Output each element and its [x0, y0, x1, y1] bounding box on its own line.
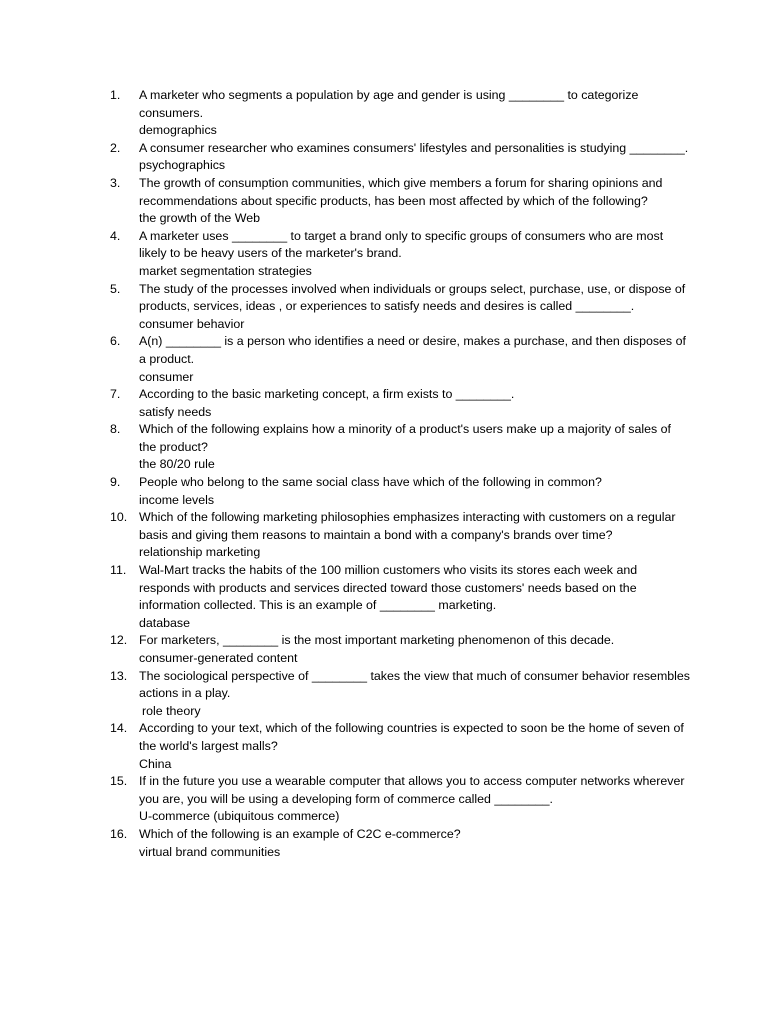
answer-text: income levels	[139, 492, 215, 507]
question-text: A(n) ________ is a person who identifies a need or desire, makes a purchase, and then disposes of a product.	[139, 334, 686, 366]
answer-text: the 80/20 rule	[139, 457, 215, 472]
answer-text: China	[139, 756, 172, 771]
question-number: 7.	[110, 387, 121, 402]
question-text: A marketer uses ________ to target a brand only to specific groups of consumers who are most likely to be heavy users of the marketer's brand.	[139, 228, 664, 261]
question-item	[110, 826, 690, 861]
question-text: The sociological perspective of ________ takes the view that much of consumer behavior resembles actions in a play.	[139, 668, 690, 701]
question-item	[110, 632, 690, 667]
question-number: 9.	[110, 475, 121, 490]
answer-text: virtual brand communities	[139, 844, 281, 859]
question-text: Which of the following marketing philosophies emphasizes interacting with customers on a regular basis and giving them reasons to maintain a bond with a company's brands over time?	[139, 510, 676, 542]
question-item	[110, 562, 690, 632]
question-number: 6.	[110, 334, 121, 349]
question-text: Which of the following is an example of C2C e-commerce?	[139, 826, 461, 841]
answer-text: role theory	[142, 703, 201, 718]
answer-text: the growth of the Web	[139, 211, 260, 226]
question-item	[110, 421, 690, 474]
answer-text: satisfy needs	[139, 404, 212, 419]
question-text: The growth of consumption communities, which give members a forum for sharing opinions and recommendations about specific products, has been most affected by which of the following?	[139, 175, 663, 208]
question-list	[110, 87, 690, 861]
question-text: A consumer researcher who examines consumers' lifestyles and personalities is studying ________.	[139, 140, 689, 155]
question-number: 8.	[110, 422, 121, 437]
question-text: According to the basic marketing concept, a firm exists to ________.	[139, 387, 515, 402]
question-item	[110, 668, 690, 721]
answer-text: consumer-generated content	[139, 651, 298, 665]
answer-text: market segmentation strategies	[139, 263, 312, 278]
question-item	[110, 281, 690, 334]
question-item	[110, 720, 690, 773]
question-text: A marketer who segments a population by age and gender is using ________ to categorize consumers.	[139, 88, 639, 120]
question-number: 16.	[110, 826, 128, 841]
question-item	[110, 228, 690, 281]
question-number: 5.	[110, 281, 121, 296]
question-number: 11.	[110, 563, 127, 578]
question-item	[110, 474, 690, 509]
question-item	[110, 175, 690, 228]
question-number: 3.	[110, 175, 121, 190]
question-text: Wal-Mart tracks the habits of the 100 million customers who visits its stores each week and responds with products and services directed toward those customers' needs based on the information collected. This is an example of ________ marketing.	[139, 563, 638, 613]
question-item	[110, 509, 690, 562]
answer-text: U-commerce (ubiquitous commerce)	[139, 809, 340, 824]
answer-text: consumer behavior	[139, 316, 245, 331]
question-text: Which of the following explains how a minority of a product's users make up a majority of sales of the product?	[139, 422, 671, 454]
question-item	[110, 386, 690, 421]
answer-text: database	[139, 615, 190, 630]
question-text: If in the future you use a wearable computer that allows you to access computer networks wherever you are, you will be using a developing form of commerce called ________.	[139, 774, 685, 806]
question-text: For marketers, ________ is the most important marketing phenomenon of this decade.	[139, 633, 615, 648]
question-item	[110, 333, 690, 386]
question-text: The study of the processes involved when individuals or groups select, purchase, use, or dispose of products, services, ideas , or experiences to satisfy needs and desires is called ________.	[139, 281, 686, 314]
question-number: 2.	[110, 140, 121, 155]
question-number: 4.	[110, 228, 121, 243]
question-number: 15.	[110, 774, 128, 789]
question-text: According to your text, which of the following countries is expected to soon be the home of seven of the world's largest malls?	[139, 721, 684, 753]
question-number: 10.	[110, 510, 128, 525]
question-text: People who belong to the same social class have which of the following in common?	[139, 475, 602, 490]
answer-text: demographics	[139, 123, 217, 138]
answer-text: consumer	[139, 369, 194, 384]
question-item	[110, 140, 690, 175]
answer-text: relationship marketing	[139, 545, 261, 560]
question-number: 12.	[110, 633, 128, 648]
question-item	[110, 87, 690, 140]
question-number: 14.	[110, 721, 128, 736]
question-number: 13.	[110, 668, 128, 683]
question-item	[110, 773, 690, 826]
question-number: 1.	[110, 88, 121, 102]
answer-text: psychographics	[139, 158, 226, 173]
